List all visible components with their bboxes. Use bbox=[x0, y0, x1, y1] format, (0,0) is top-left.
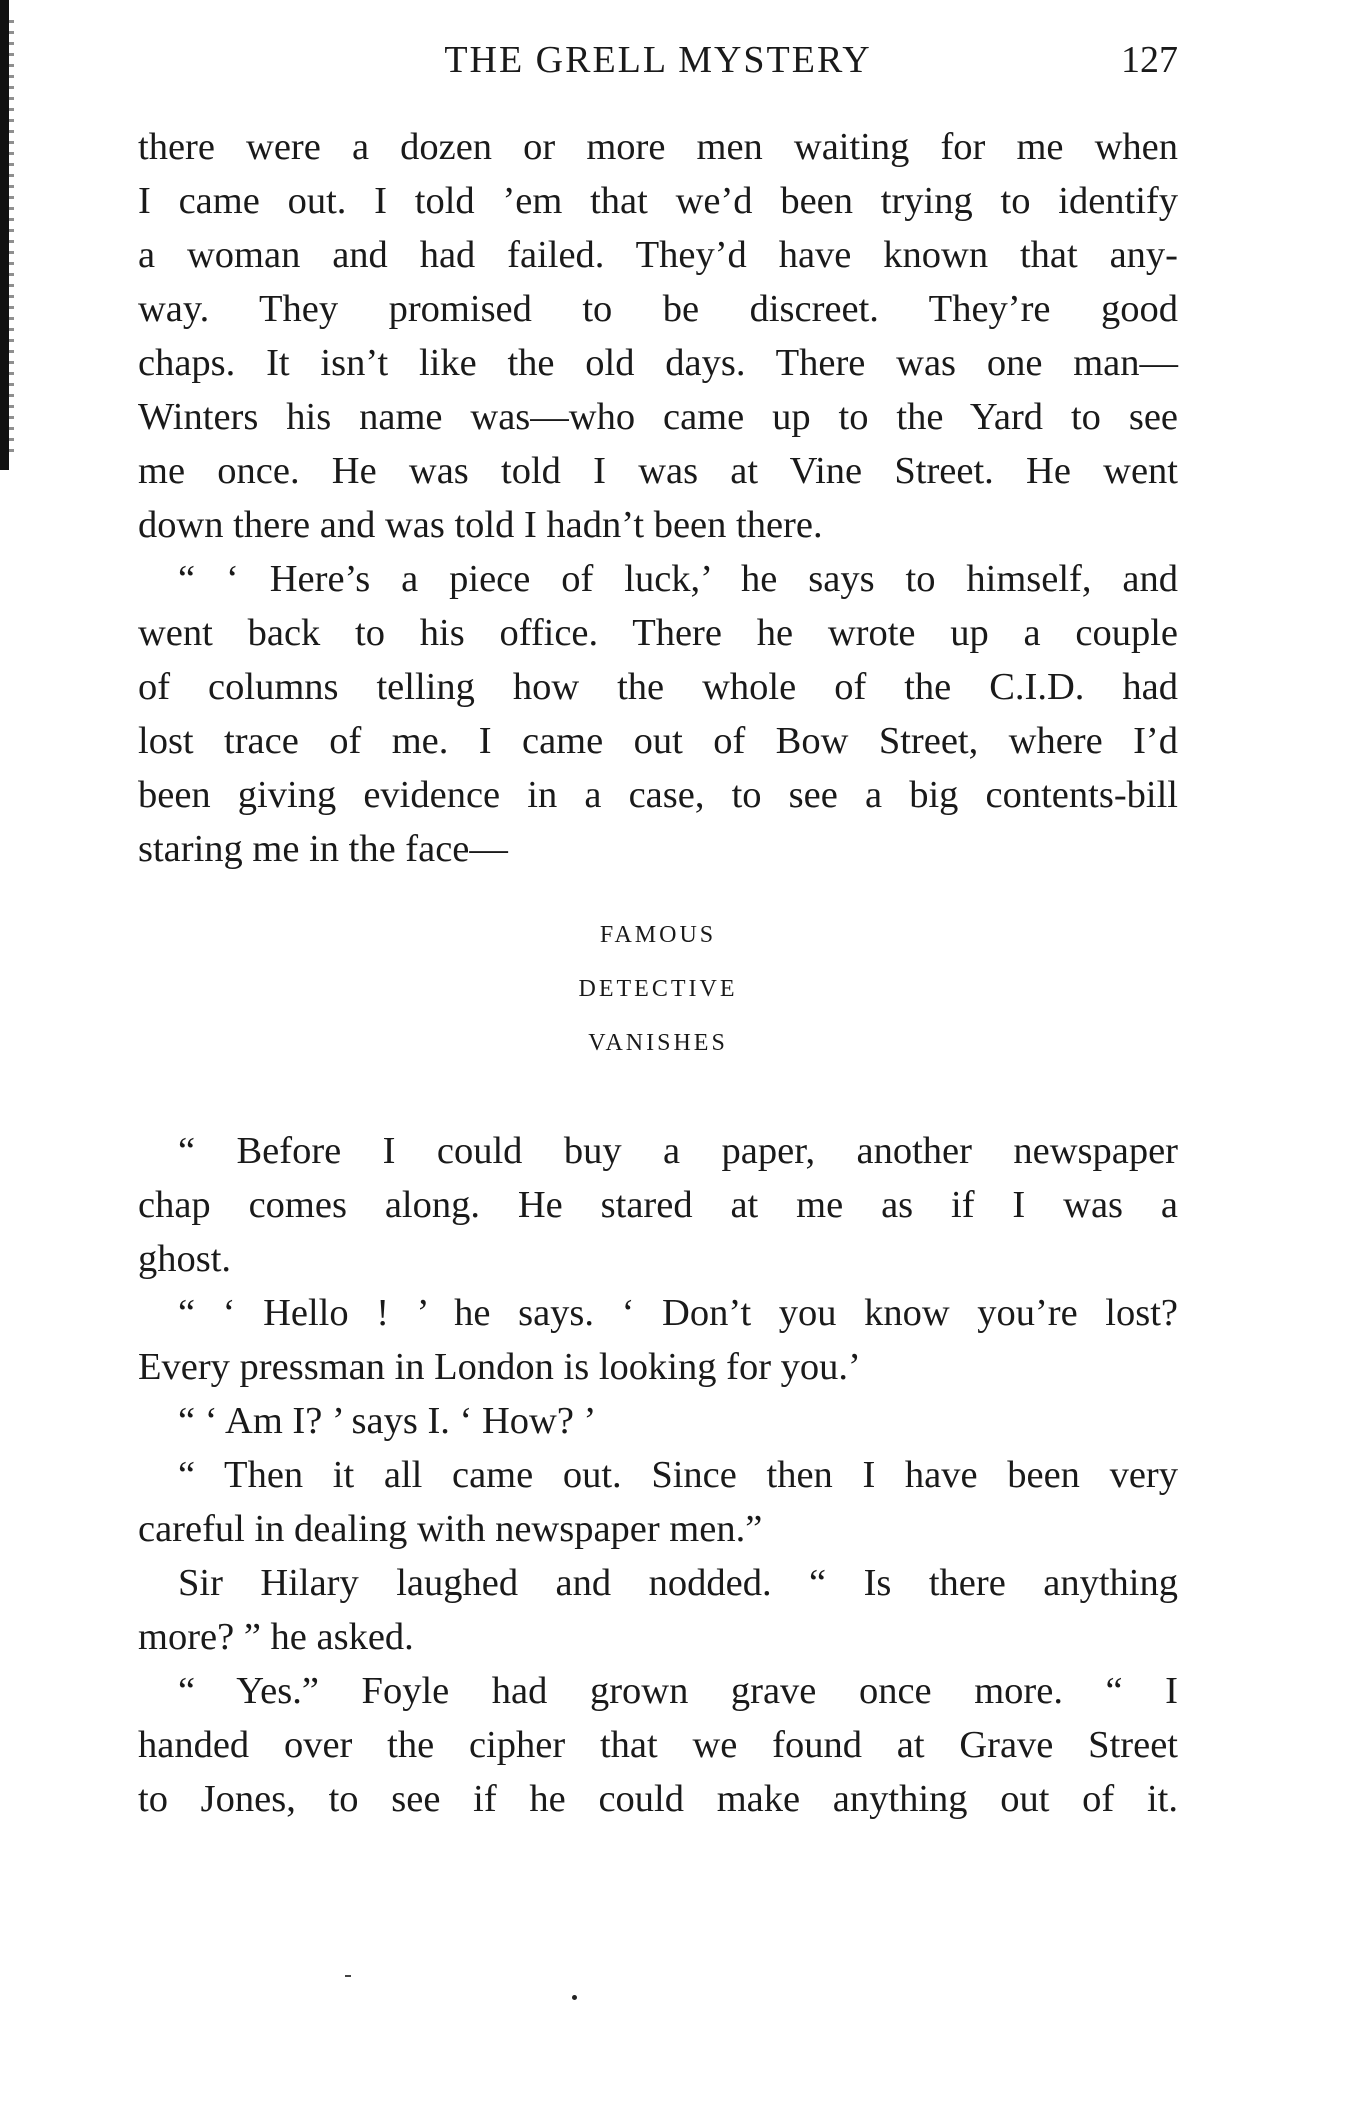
text-line: way. They promised to be discreet. They’re good bbox=[138, 288, 1178, 330]
paragraph bbox=[138, 120, 1178, 552]
text-line: “ ‘ Hello ! ’ he says. ‘ Don’t you know you’re lost? bbox=[178, 1292, 1178, 1334]
text-line: Every pressman in London is looking for you.’ bbox=[138, 1346, 861, 1388]
text-line: ghost. bbox=[138, 1238, 232, 1280]
text-line: went back to his office. There he wrote up a couple bbox=[138, 612, 1178, 654]
body-text bbox=[138, 120, 1178, 1826]
page-number: 127 bbox=[1121, 39, 1178, 81]
text-line: Winters his name was—who came up to the Yard to see bbox=[138, 396, 1178, 438]
paragraph bbox=[138, 1556, 1178, 1664]
text-line: “ Yes.” Foyle had grown grave once more. “ I bbox=[178, 1670, 1178, 1712]
paragraph bbox=[138, 1286, 1178, 1394]
text-line: of columns telling how the whole of the C.I.D. had bbox=[138, 666, 1178, 708]
ink-mark bbox=[345, 1975, 351, 1977]
text-line: careful in dealing with newspaper men.” bbox=[138, 1508, 763, 1550]
text-line: “ Before I could buy a paper, another newspaper bbox=[178, 1130, 1178, 1172]
paragraph bbox=[138, 1124, 1178, 1286]
text-line: lost trace of me. I came out of Bow Street, where I’d bbox=[138, 720, 1178, 762]
ink-dot bbox=[572, 1995, 577, 2000]
text-line: “ ‘ Here’s a piece of luck,’ he says to himself, and bbox=[178, 558, 1178, 600]
binding-specks bbox=[9, 20, 14, 460]
paragraph bbox=[138, 1394, 1178, 1448]
text-line: down there and was told I hadn’t been there. bbox=[138, 504, 823, 546]
text-line: “ ‘ Am I? ’ says I. ‘ How? ’ bbox=[178, 1400, 597, 1442]
headline-line: VANISHES bbox=[588, 1030, 728, 1056]
page-header bbox=[138, 38, 1178, 88]
text-line: me once. He was told I was at Vine Street. He went bbox=[138, 450, 1178, 492]
paragraph bbox=[138, 1664, 1178, 1826]
text-line: chaps. It isn’t like the old days. There was one man— bbox=[138, 342, 1178, 384]
text-line: handed over the cipher that we found at Grave Street bbox=[138, 1724, 1178, 1766]
text-line: there were a dozen or more men waiting for me when bbox=[138, 126, 1178, 168]
newspaper-headline bbox=[138, 908, 1178, 1070]
paragraph bbox=[138, 1448, 1178, 1556]
text-line: Sir Hilary laughed and nodded. “ Is there anything bbox=[178, 1562, 1178, 1604]
text-line: I came out. I told ’em that we’d been trying to identify bbox=[138, 180, 1178, 222]
text-line: been giving evidence in a case, to see a big contents-bill bbox=[138, 774, 1178, 816]
page-binding-edge bbox=[0, 0, 9, 470]
text-line: a woman and had failed. They’d have known that any- bbox=[138, 234, 1178, 276]
running-title: THE GRELL MYSTERY bbox=[444, 39, 872, 81]
headline-line: FAMOUS bbox=[599, 922, 717, 948]
text-line: chap comes along. He stared at me as if I was a bbox=[138, 1184, 1178, 1226]
text-line: “ Then it all came out. Since then I have been very bbox=[178, 1454, 1178, 1496]
paragraph bbox=[138, 552, 1178, 876]
text-line: staring me in the face— bbox=[138, 828, 508, 870]
text-line: to Jones, to see if he could make anything out of it. bbox=[138, 1778, 1178, 1820]
text-line: more? ” he asked. bbox=[138, 1616, 414, 1658]
headline-line: DETECTIVE bbox=[578, 976, 738, 1002]
